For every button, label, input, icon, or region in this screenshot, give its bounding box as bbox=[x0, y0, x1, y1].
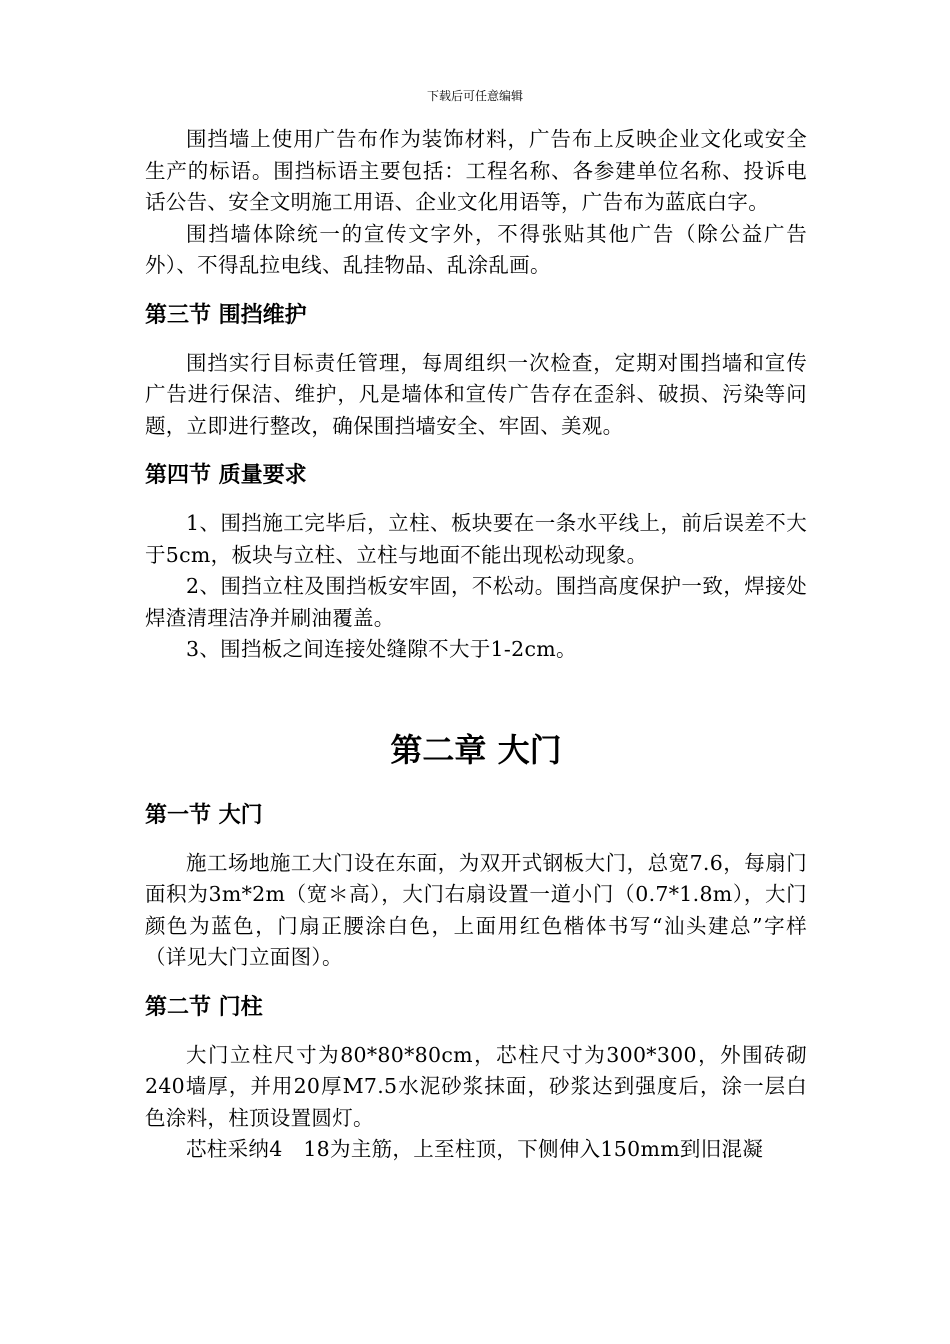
paragraph: 围挡实行目标责任管理，每周组织一次检查，定期对围挡墙和宣传广告进行保洁、维护，凡是墙体和宣传广告存在歪斜、破损、污染等问题，立即进行整改，确保围挡墙安全、牢固、美观。 bbox=[145, 350, 807, 438]
section-heading: 第二节 门柱 bbox=[145, 994, 263, 1020]
section-heading: 第一节 大门 bbox=[145, 802, 263, 828]
paragraph: 大门立柱尺寸为80*80*80cm，芯柱尺寸为300*300，外围砖砌240墙厚，并用20厚M7.5水泥砂浆抹面，砂浆达到强度后，涂一层白色涂料，柱顶设置圆灯。 bbox=[145, 1042, 807, 1130]
chapter-title: 第二章 大门 bbox=[390, 730, 562, 769]
paragraph: 围挡墙体除统一的宣传文字外，不得张贴其他广告（除公益广告外）、不得乱拉电线、乱挂物品、乱涂乱画。 bbox=[145, 221, 807, 277]
section-heading: 第四节 质量要求 bbox=[145, 463, 307, 488]
section-heading: 第三节 围挡维护 bbox=[145, 302, 307, 328]
page-header-note: 下载后可任意编辑 bbox=[426, 89, 523, 103]
paragraph: 施工场地施工大门设在东面，为双开式钢板大门，总宽7.6，每扇门面积为3m*2m（宽＊高），大门右扇设置一道小门（0.7*1.8m），大门颜色为蓝色，门扇正腰涂白色，上面用红色楷体书写“汕头建总”字样（详见大门立面图）。 bbox=[145, 850, 807, 969]
paragraph: 2、围挡立柱及围挡板安牢固，不松动。围挡高度保护一致，焊接处焊渣清理洁净并刷油覆盖。 bbox=[145, 574, 807, 630]
paragraph: 芯柱采纳4 18为主筋，上至柱顶，下侧伸入150mm到旧混凝 bbox=[186, 1137, 764, 1161]
paragraph: 围挡墙上使用广告布作为装饰材料，广告布上反映企业文化或安全生产的标语。围挡标语主要包括：工程名称、各参建单位名称、投诉电话公告、安全文明施工用语、企业文化用语等，广告布为蓝底白字。 bbox=[145, 127, 807, 214]
document-body bbox=[145, 124, 807, 1166]
paragraph: 3、围挡板之间连接处缝隙不大于1-2cm。 bbox=[186, 637, 577, 661]
paragraph: 1、围挡施工完毕后，立柱、板块要在一条水平线上，前后误差不大于5cm，板块与立柱、立柱与地面不能出现松动现象。 bbox=[145, 511, 807, 567]
